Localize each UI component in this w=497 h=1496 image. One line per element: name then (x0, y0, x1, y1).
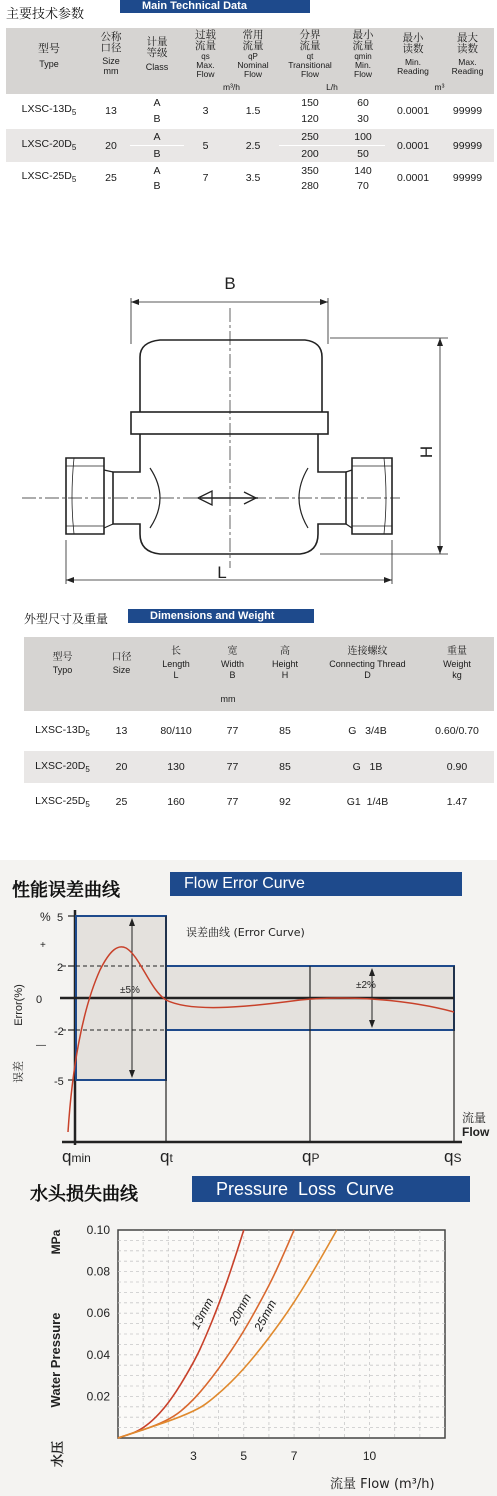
pressure-loss-chart (0, 1210, 497, 1496)
x-tick-label: 7 (290, 1449, 298, 1463)
error-curve-chart (0, 900, 497, 1170)
header-cell: 最大 读数 Max. Reading (451, 31, 484, 76)
table-header-row (6, 28, 494, 80)
type-cell: LXSC-$25D_5$ (35, 794, 90, 810)
table-row: LXSC-$25D_5$ 25 A 7 3.5 350 140 0.0001 99999 (6, 162, 494, 179)
y-tick: -2 (54, 1026, 64, 1038)
table-row: B 200 50 (6, 145, 494, 162)
y-tick: -5 (54, 1076, 64, 1088)
header-cell: 最小 读数 Min. Reading (397, 31, 429, 76)
header-cell: 型号 Type (38, 42, 60, 69)
series-label: 25mm (251, 1297, 280, 1334)
y-axis-label-cn: 误差 (12, 1061, 25, 1083)
section2-title-banner: Dimensions and Weight (128, 609, 314, 623)
unit-mm: mm (220, 693, 236, 704)
unit-m3: m³ (434, 82, 445, 92)
header-cell: 高 Height H (271, 646, 298, 680)
x-label-qt: qt (160, 1147, 173, 1166)
header-cell: 型号 Typo (52, 652, 73, 675)
section1-title-banner: Main Technical Data (120, 0, 310, 13)
header-cell: 口径 Size (111, 652, 132, 675)
table-row: LXSC-$13D_5$ 13 A 3 1.5 150 60 0.0001 99999 (6, 94, 494, 111)
type-cell: LXSC-$20D_5$ (21, 138, 77, 153)
x-label-qp: qP (302, 1147, 320, 1166)
header-cell: 分界 流量 qt Transitional Flow (288, 28, 332, 79)
x-axis-label-cn: 流量 (462, 1111, 487, 1125)
table-row: LXSC-$25D_5$ 25 160 77 92 G1 1/4B 1.47 (24, 783, 494, 821)
table-units-row (6, 80, 494, 94)
y-tick: 5 (57, 912, 64, 924)
table-row: B 120 30 (153, 113, 369, 125)
x-label-qs: qS (444, 1147, 462, 1166)
table-row: B 280 70 (153, 180, 369, 192)
header-cell: 常用 流量 qP Nominal Flow (237, 28, 269, 79)
y-axis-label-cn: 水压 (51, 1440, 66, 1468)
unit-lh: L/h (326, 82, 338, 92)
y-tick-label: 0.02 (86, 1389, 110, 1404)
x-tick-label: 5 (240, 1449, 248, 1463)
minus-sign: — (36, 1040, 46, 1051)
curve-label: 误差曲线 (Error Curve) (186, 926, 305, 939)
type-cell: LXSC-$13D_5$ (21, 103, 77, 118)
y-axis-label-en: Error(%) (13, 984, 25, 1026)
header-cell: 最小 流量 qmin Min. Flow (352, 28, 374, 79)
unit-m3h: m³/h (223, 82, 240, 92)
header-cell: 长 Length L (162, 646, 190, 680)
x-tick-label: 10 (362, 1449, 377, 1463)
dim-h-label: H (417, 445, 436, 459)
y-unit: % (40, 910, 51, 924)
x-axis-label-en: Flow (462, 1125, 490, 1139)
pressure-title-cn: 水头损失曲线 (30, 1184, 138, 1205)
pressure-title-banner: Pressure Loss Curve (192, 1176, 470, 1202)
table-header-row (24, 637, 494, 686)
y-tick-label: 0.08 (86, 1264, 110, 1279)
y-tick-label: 0.10 (86, 1223, 110, 1237)
section1-title-cn: 主要技术参数 (6, 7, 85, 22)
series-label: 13mm (188, 1295, 217, 1332)
header-cell: 计量 等级 Class (145, 35, 169, 72)
header-cell: 过载 流量 qs Max. Flow (195, 28, 216, 79)
y-unit-label: MPa (49, 1229, 63, 1255)
x-label-qmin: qmin (62, 1147, 91, 1166)
table-units-row (24, 686, 494, 711)
error-title-cn: 性能误差曲线 (12, 880, 120, 901)
table-row: LXSC-$13D_5$ 13 80/110 77 85 G 3/4B 0.60/0.70 (24, 711, 494, 751)
y-tick-label: 0.04 (86, 1347, 110, 1362)
dim-b-label: B (224, 274, 236, 293)
series-label: 20mm (226, 1291, 255, 1328)
y-tick: 0 (36, 994, 43, 1006)
band-high-label: ±2% (356, 980, 376, 991)
type-cell: LXSC-$13D_5$ (35, 723, 90, 739)
dimensions-table (24, 637, 494, 821)
y-tick: 2 (57, 962, 64, 974)
section2-title-cn: 外型尺寸及重量 (24, 612, 109, 626)
header-cell: 公称 口径 Size mm (100, 31, 122, 76)
dim-l-label: L (217, 563, 227, 582)
y-axis-label-en: Water Pressure (48, 1312, 63, 1408)
plus-sign: + (40, 940, 46, 951)
table-row: LXSC-$20D_5$ 20 A 5 2.5 250 100 0.0001 99999 (6, 128, 494, 145)
band-low-label: ±5% (120, 985, 140, 996)
header-cell: 重量 Weight kg (443, 646, 471, 680)
type-cell: LXSC-$20D_5$ (35, 759, 90, 775)
header-cell: 宽 Width B (220, 646, 244, 680)
header-cell: 连接螺纹 Connecting Thread D (329, 646, 406, 680)
type-cell: LXSC-$25D_5$ (21, 170, 77, 185)
error-title-banner: Flow Error Curve (170, 872, 462, 896)
x-axis-label: 流量 Flow (m³/h) (330, 1477, 435, 1492)
table-row: LXSC-$20D_5$ 20 130 77 85 G 1B 0.90 (24, 751, 494, 783)
technical-data-table (6, 28, 494, 193)
meter-dimension-drawing (0, 262, 497, 592)
x-tick-label: 3 (190, 1449, 197, 1463)
y-tick-label: 0.06 (86, 1306, 110, 1321)
